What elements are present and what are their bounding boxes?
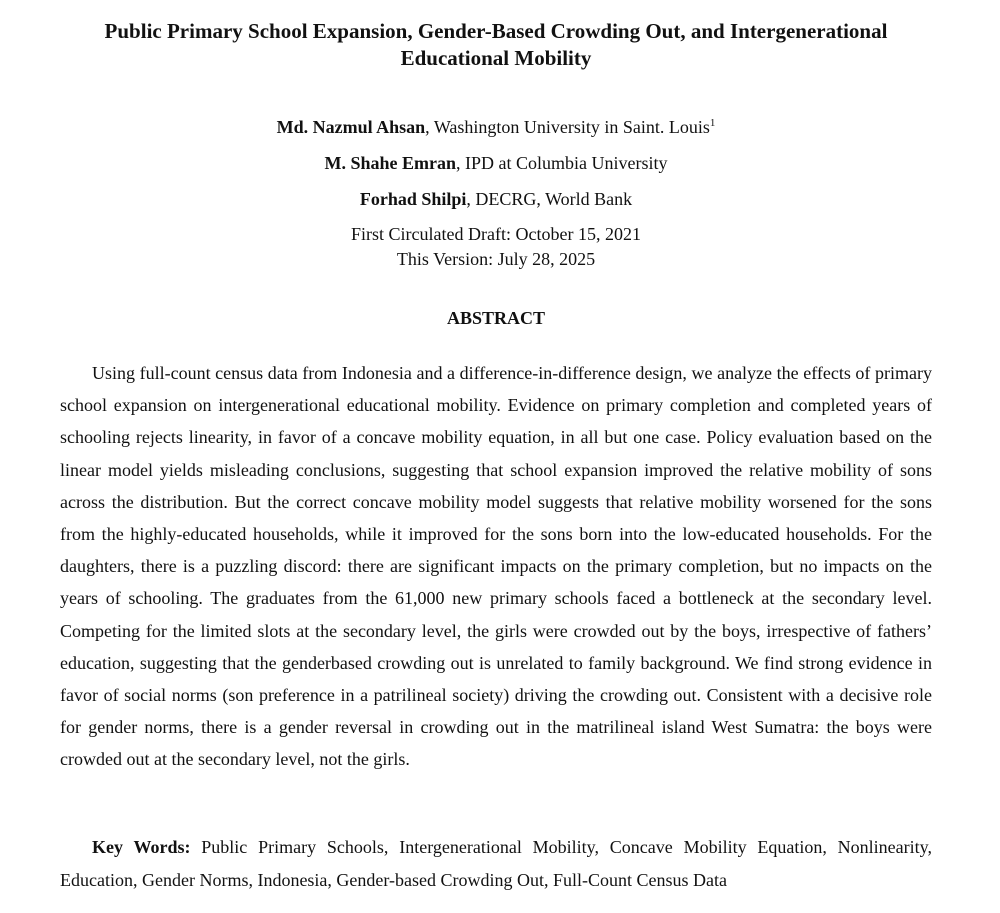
author-affiliation: , IPD at Columbia University — [456, 153, 668, 173]
author-entry — [60, 186, 932, 222]
version-dates — [60, 222, 932, 272]
first-circulated-date: First Circulated Draft: October 15, 2021 — [351, 224, 641, 244]
author-entry — [60, 114, 932, 150]
author-name: Md. Nazmul Ahsan — [276, 117, 426, 137]
keywords-paragraph — [60, 831, 932, 897]
keywords-list: Public Primary Schools, Intergenerational Mobility, Concave Mobility Equation, Nonlinearity, Education, Gender Norms, Indonesia, Gender-based Crowding Out, Full-Count Census Data — [60, 837, 932, 890]
author-name: Forhad Shilpi — [359, 189, 467, 209]
paper-title: Public Primary School Expansion, Gender-Based Crowding Out, and Intergenerational Educational Mobility — [104, 19, 888, 70]
author-list — [60, 114, 932, 222]
author-name: M. Shahe Emran — [324, 153, 457, 173]
keywords-label: Key Words: — [92, 837, 191, 857]
this-version-date: This Version: July 28, 2025 — [396, 249, 596, 269]
abstract-heading: ABSTRACT — [446, 308, 546, 328]
abstract-text: Using full-count census data from Indonesia and a difference-in-difference design, we analyze the effects of primary school expansion on intergenerational educational mobility. Evidence on primary completion and completed years of schooling rejects linearity, in favor of a concave mobility equation, in all but one case. Policy evaluation based on the linear model yields misleading conclusions, suggesting that school expansion improved the relative mobility of sons across the distribution. But the correct concave mobility model suggests that relative mobility worsened for the sons from the highly-educated households, while it improved for the sons born into the low-educated households. For the daughters, there is a puzzling discord: there are significant impacts on the primary completion, but no impacts on the years of schooling. The graduates from the 61,000 new primary schools faced a bottleneck at the secondary level. Competing for the limited slots at the secondary level, the girls were crowded out by the boys, irrespective of fathers’ education, suggesting that the genderbased crowding out is unrelated to family background. We find strong evidence in favor of social norms (son preference in a patrilineal society) driving the crowding out. Consistent with a decisive role for gender norms, there is a gender reversal in crowding out in the matrilineal island West Sumatra: the boys were crowded out at the secondary level, not the girls. — [60, 363, 932, 770]
author-entry — [60, 150, 932, 186]
author-affiliation: , DECRG, World Bank — [466, 189, 633, 209]
footnote-marker: 1 — [709, 117, 716, 129]
author-affiliation: , Washington University in Saint. Louis — [425, 117, 710, 137]
